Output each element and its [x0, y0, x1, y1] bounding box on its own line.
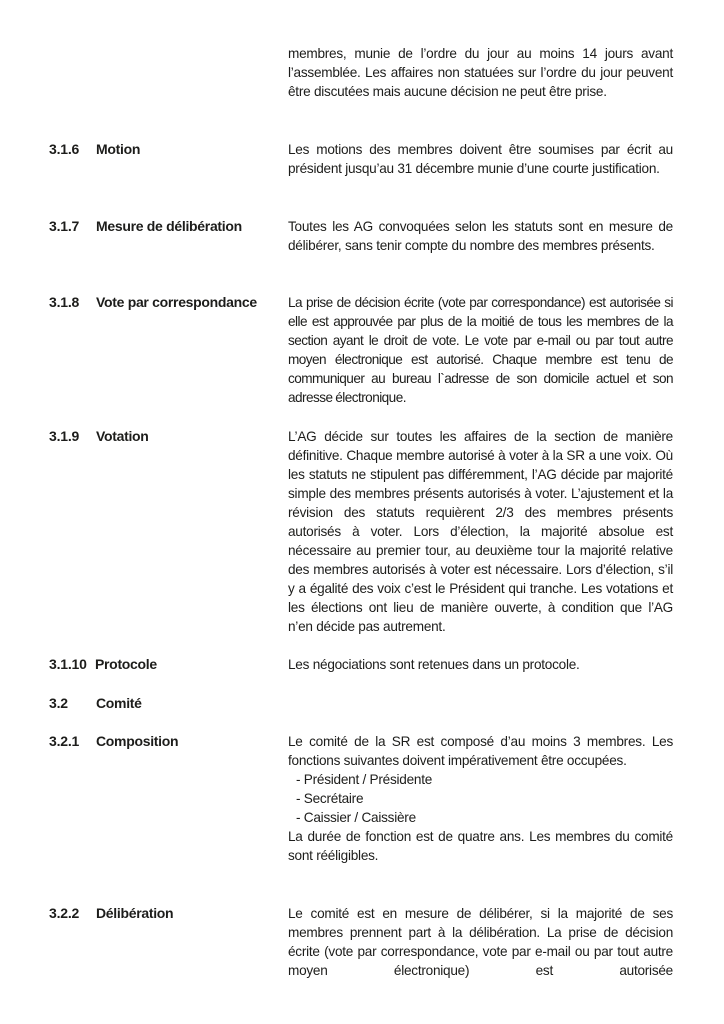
list-item: - Secrétaire [296, 791, 364, 806]
section-text: Les négociations sont retenues dans un protocole. [288, 657, 580, 672]
section-text: La prise de décision écrite (vote par correspondance) est autorisée si elle est approuvée par plus de la moitié de tous les membres de la section ayant le droit de vote. Le vote par e-mail ou par tout autre moyen électronique est autorisé. Chaque membre est tenu de communiquer au bureau l`adresse de son domicile actuel et son adresse électronique. [288, 295, 673, 405]
section-number: 3.1.8 [49, 294, 80, 310]
section-text: L’AG décide sur toutes les affaires de la section de manière définitive. Chaque membre autorisé à voter à la SR a une voix. Où les statuts ne stipulent pas différemment, l’AG décide par majorité simple des membres présents autorisés à voter. L’ajustement et la révision des statuts requièrent 2/3 des membres présents autorisés à voter. Lors d’élection, la majorité absolue est nécessaire au premier tour, au deuxième tour la majorité relative des membres autorisés à voter est nécessaire. Lors d’élection, s’il y a égalité des voix c’est le Président qui tranche. Les votations et les élections ont lieu de manière ouverte, à condition que l’AG n’en décide pas autrement. [288, 429, 673, 634]
composition-outro: La durée de fonction est de quatre ans. Les membres du comité sont rééligibles. [288, 829, 673, 863]
section-title: Protocole [95, 656, 157, 672]
section-number: 3.1.7 [49, 218, 80, 234]
section-number: 3.1.9 [49, 428, 80, 444]
section-title: Votation [96, 428, 149, 444]
list-item: - Caissier / Caissière [296, 810, 416, 825]
section-text: Le comité est en mesure de délibérer, si la majorité de ses membres prennent part à la délibération. La prise de décision écrite (vote par correspondance, vote par e-mail ou par tout autre moyen électronique) est autorisée [288, 906, 673, 978]
chapter-title: Comité [96, 695, 142, 711]
composition-intro: Le comité de la SR est composé d’au moins 3 membres. Les fonctions suivantes doivent impérativement être occupées. [288, 734, 673, 768]
chapter-number: 3.2 [49, 695, 68, 711]
section-title: Mesure de délibération [96, 218, 242, 234]
list-item: - Président / Présidente [296, 772, 433, 787]
continuation-text: membres, munie de l’ordre du jour au moins 14 jours avant l’assemblée. Les affaires non statuées sur l’ordre du jour peuvent être discutées mais aucune décision ne peut être prise. [288, 46, 673, 99]
section-title: Composition [96, 733, 179, 749]
section-number: 3.2.2 [49, 905, 80, 921]
section-title: Délibération [96, 905, 174, 921]
section-title: Vote par correspondance [96, 294, 257, 310]
section-text: Toutes les AG convoquées selon les statuts sont en mesure de délibérer, sans tenir compte du nombre des membres présents. [288, 219, 673, 253]
section-number: 3.2.1 [49, 733, 80, 749]
section-number: 3.1.6 [49, 141, 80, 157]
section-number: 3.1.10 [49, 656, 87, 672]
section-text [288, 732, 673, 865]
section-title: Motion [96, 141, 141, 157]
section-text: Les motions des membres doivent être soumises par écrit au président jusqu’au 31 décembre munie d’une courte justification. [288, 142, 673, 176]
